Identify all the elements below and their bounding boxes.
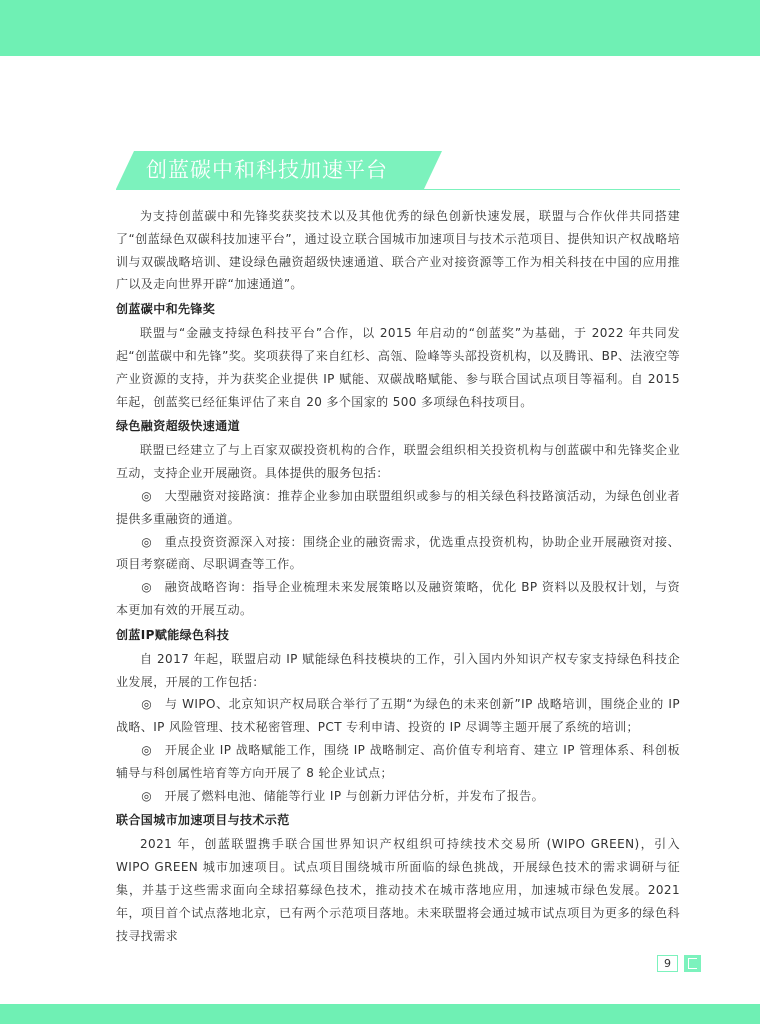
top-color-band bbox=[0, 0, 760, 56]
heading-un-city-accelerator: 联合国城市加速项目与技术示范 bbox=[116, 813, 290, 828]
section-divider bbox=[116, 189, 680, 190]
ip-bullet-training: ◎ 与 WIPO、北京知识产权局联合举行了五期“为绿色的未来创新”IP 战略培训，围绕企业的 IP 战略、IP 风险管理、技术秘密管理、PCT 专利申请、投资的 IP 尽调等主题开展了系统的培训； bbox=[116, 697, 680, 735]
ip-bullet-enterprise-pilots: ◎ 开展企业 IP 战略赋能工作，围绕 IP 战略制定、高价值专利培育、建立 IP 管理体系、科创板辅导与科创属性培育等方向开展了 8 轮企业试点； bbox=[116, 742, 680, 780]
ip-empowerment-paragraph: 自 2017 年起，联盟启动 IP 赋能绿色科技模块的工作，引入国内外知识产权专家支持绿色科技企业发展，开展的工作包括： bbox=[116, 651, 680, 689]
financing-bullet-strategy-consulting: ◎ 融资战略咨询：指导企业梳理未来发展策略以及融资策略，优化 BP 资料以及股权计划，与资本更加有效的开展互动。 bbox=[116, 580, 680, 617]
financing-bullet-investor-matching: ◎ 重点投资资源深入对接：围绕企业的融资需求，优选重点投资机构，协助企业开展融资对接、项目考察磋商、尽职调查等工作。 bbox=[116, 534, 680, 572]
section-header bbox=[116, 151, 680, 191]
section-title: 创蓝碳中和科技加速平台 bbox=[146, 158, 388, 182]
pioneer-award-paragraph: 联盟与“金融支持绿色科技平台”合作，以 2015 年启动的“创蓝奖”为基础，于 2022 年共同发起“创蓝碳中和先锋”奖。奖项获得了来自红杉、高瓴、险峰等头部投资机构，以及腾讯、BP、法液空等产业资源的支持，并为获奖企业提供 IP 赋能、双碳战略赋能、参与联合国试点项目等福利。自 2015 年起，创蓝奖已经征集评估了来自 20 多个国家的 500 多项绿色科技项目。 bbox=[116, 326, 680, 409]
heading-ip-empowerment: 创蓝IP赋能绿色科技 bbox=[116, 627, 230, 642]
bottom-color-band bbox=[0, 1004, 760, 1024]
ip-bullet-reports: ◎ 开展了燃料电池、储能等行业 IP 与创新力评估分析，并发布了报告。 bbox=[141, 788, 545, 803]
page-corner-icon bbox=[684, 955, 701, 972]
heading-green-financing: 绿色融资超级快速通道 bbox=[116, 419, 241, 434]
page-number: 9 bbox=[657, 955, 678, 972]
green-financing-paragraph: 联盟已经建立了与上百家双碳投资机构的合作，联盟会组织相关投资机构与创蓝碳中和先锋奖企业互动，支持企业开展融资。具体提供的服务包括： bbox=[116, 443, 680, 481]
intro-paragraph: 为支持创蓝碳中和先锋奖获奖技术以及其他优秀的绿色创新快速发展，联盟与合作伙伴共同搭建了“创蓝绿色双碳科技加速平台”，通过设立联合国城市加速项目与技术示范项目、提供知识产权战略培训与双碳战略培训、建设绿色融资超级快速通道、联合产业对接资源等工作为相关科技在中国的应用推广以及走向世界开辟“加速通道”。 bbox=[116, 209, 680, 292]
heading-pioneer-award: 创蓝碳中和先锋奖 bbox=[116, 302, 216, 317]
un-city-accelerator-paragraph: 2021 年，创蓝联盟携手联合国世界知识产权组织可持续技术交易所 (WIPO GREEN)，引入 WIPO GREEN 城市加速项目。试点项目围绕城市所面临的绿色挑战，开展绿色技术的需求调研与征集，并基于这些需求面向全球招募绿色技术，推动技术在城市落地应用，加速城市绿色发展。2021 年，项目首个试点落地北京，已有两个示范项目落地。未来联盟将会通过城市试点项目为更多的绿色科技寻找需求 bbox=[116, 837, 680, 943]
article-body bbox=[116, 205, 680, 947]
financing-bullet-roadshow: ◎ 大型融资对接路演：推荐企业参加由联盟组织或参与的相关绿色科技路演活动，为绿色创业者提供多重融资的通道。 bbox=[116, 488, 680, 526]
